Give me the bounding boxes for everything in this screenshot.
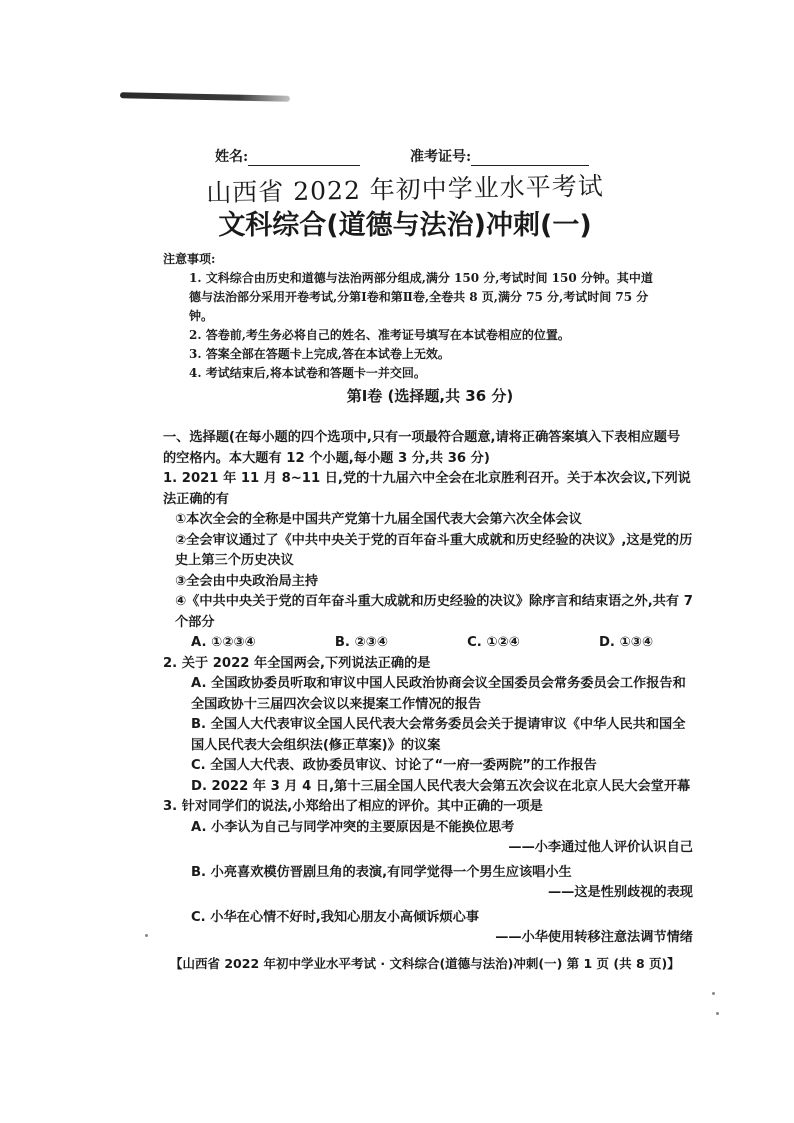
note-item: 3. 答案全部在答题卡上完成,答在本试卷上无效。 bbox=[189, 347, 450, 361]
question-1-stem: 1. 2021 年 11 月 8~11 日,党的十九届六中全会在北京胜利召开。关于本次会议,下列说法正确的有 bbox=[163, 471, 691, 507]
note-item: 4. 考试结束后,将本试卷和答题卡一并交回。 bbox=[189, 366, 426, 380]
option-b: B. ②③④ bbox=[334, 635, 388, 650]
questions-body bbox=[163, 428, 693, 949]
question-2-option-a: A. 全国政协委员听取和审议中国人民政治协商会议全国委员会常务委员会工作报告和全国政协十三届四次会议以来提案工作情况的报告 bbox=[191, 676, 686, 712]
question-3-option-a: A. 小李认为自己与同学冲突的主要原因是不能换位思考 bbox=[191, 819, 515, 835]
exam-subtitle: 文科综合(道德与法治)冲刺(一) bbox=[218, 210, 592, 241]
question-1-statement-3: ③全会由中央政治局主持 bbox=[175, 573, 319, 589]
question-1-statement-4: ④《中共中央关于党的百年奋斗重大成就和历史经验的决议》除序言和结束语之外,共有 7 个部分 bbox=[175, 594, 693, 630]
question-2-stem: 2. 关于 2022 年全国两会,下列说法正确的是 bbox=[163, 655, 431, 671]
question-2-option-c: C. 全国人大代表、政协委员审议、讨论了“一府一委两院”的工作报告 bbox=[191, 758, 597, 773]
question-3-option-b: B. 小亮喜欢模仿晋剧旦角的表演,有同学觉得一个男生应该唱小生 bbox=[191, 864, 572, 880]
exam-id-field bbox=[410, 146, 589, 166]
question-3-option-a-comment: ——小李通过他人评价认识自己 bbox=[508, 840, 693, 855]
name-blank bbox=[248, 165, 360, 166]
exam-title: 山西省 2022 年初中学业水平考试 bbox=[206, 171, 605, 208]
note-item: 2. 答卷前,考生务必将自己的姓名、准考证号填写在本试卷相应的位置。 bbox=[189, 328, 570, 342]
notes-block bbox=[163, 250, 663, 383]
question-2-option-b: B. 全国人大代表审议全国人民代表大会常务委员会关于提请审议《中华人民共和国全国人民代表大会组织法(修正草案)》的议案 bbox=[191, 717, 686, 753]
question-1-statement-2: ②全会审议通过了《中共中央关于党的百年奋斗重大成就和历史经验的决议》,这是党的历史上第三个历史决议 bbox=[175, 532, 693, 568]
question-1-options bbox=[163, 633, 693, 654]
name-label: 姓名: bbox=[215, 149, 249, 165]
scan-speck bbox=[145, 934, 148, 937]
notes-heading: 注意事项: bbox=[163, 252, 216, 266]
exam-id-label: 准考证号: bbox=[410, 149, 472, 165]
scan-speck bbox=[716, 1012, 719, 1015]
question-3-option-c: C. 小华在心情不好时,我知心朋友小高倾诉烦心事 bbox=[191, 909, 480, 925]
section-intro: 一、选择题(在每小题的四个选项中,只有一项最符合题意,请将正确答案填入下表相应题号的空格内。本大题有 12 个小题,每小题 3 分,共 36 分) bbox=[163, 430, 681, 466]
note-item: 1. 文科综合由历史和道德与法治两部分组成,满分 150 分,考试时间 150 分钟。其中道德与法治部分采用开卷考试,分第Ⅰ卷和第Ⅱ卷,全卷共 8 页,满分 75 分,考试时间 75 分钟。 bbox=[189, 271, 653, 323]
question-3-option-c-comment: ——小华使用转移注意法调节情绪 bbox=[495, 930, 693, 945]
name-field bbox=[215, 146, 360, 166]
option-d: D. ①③④ bbox=[598, 635, 653, 650]
question-3-option-b-comment: ——这是性别歧视的表现 bbox=[547, 885, 693, 900]
part-one-title: 第Ⅰ卷 (选择题,共 36 分) bbox=[346, 387, 514, 405]
option-c: C. ①②④ bbox=[467, 635, 520, 650]
question-2-option-d: D. 2022 年 3 月 4 日,第十三届全国人民代表大会第五次会议在北京人民大会堂开幕 bbox=[191, 778, 691, 794]
option-a: A. ①②③④ bbox=[191, 635, 256, 650]
exam-id-blank bbox=[471, 165, 589, 166]
question-1-statement-1: ①本次全会的全称是中国共产党第十九届全国代表大会第六次全体会议 bbox=[175, 512, 582, 527]
scan-smear-mark bbox=[120, 92, 290, 102]
scan-speck bbox=[712, 992, 715, 995]
page-footer: 【山西省 2022 年初中学业水平考试 · 文科综合(道德与法治)冲刺(一) 第 1 页 (共 8 页)】 bbox=[170, 956, 680, 971]
question-3-stem: 3. 针对同学们的说法,小郑给出了相应的评价。其中正确的一项是 bbox=[163, 799, 543, 814]
